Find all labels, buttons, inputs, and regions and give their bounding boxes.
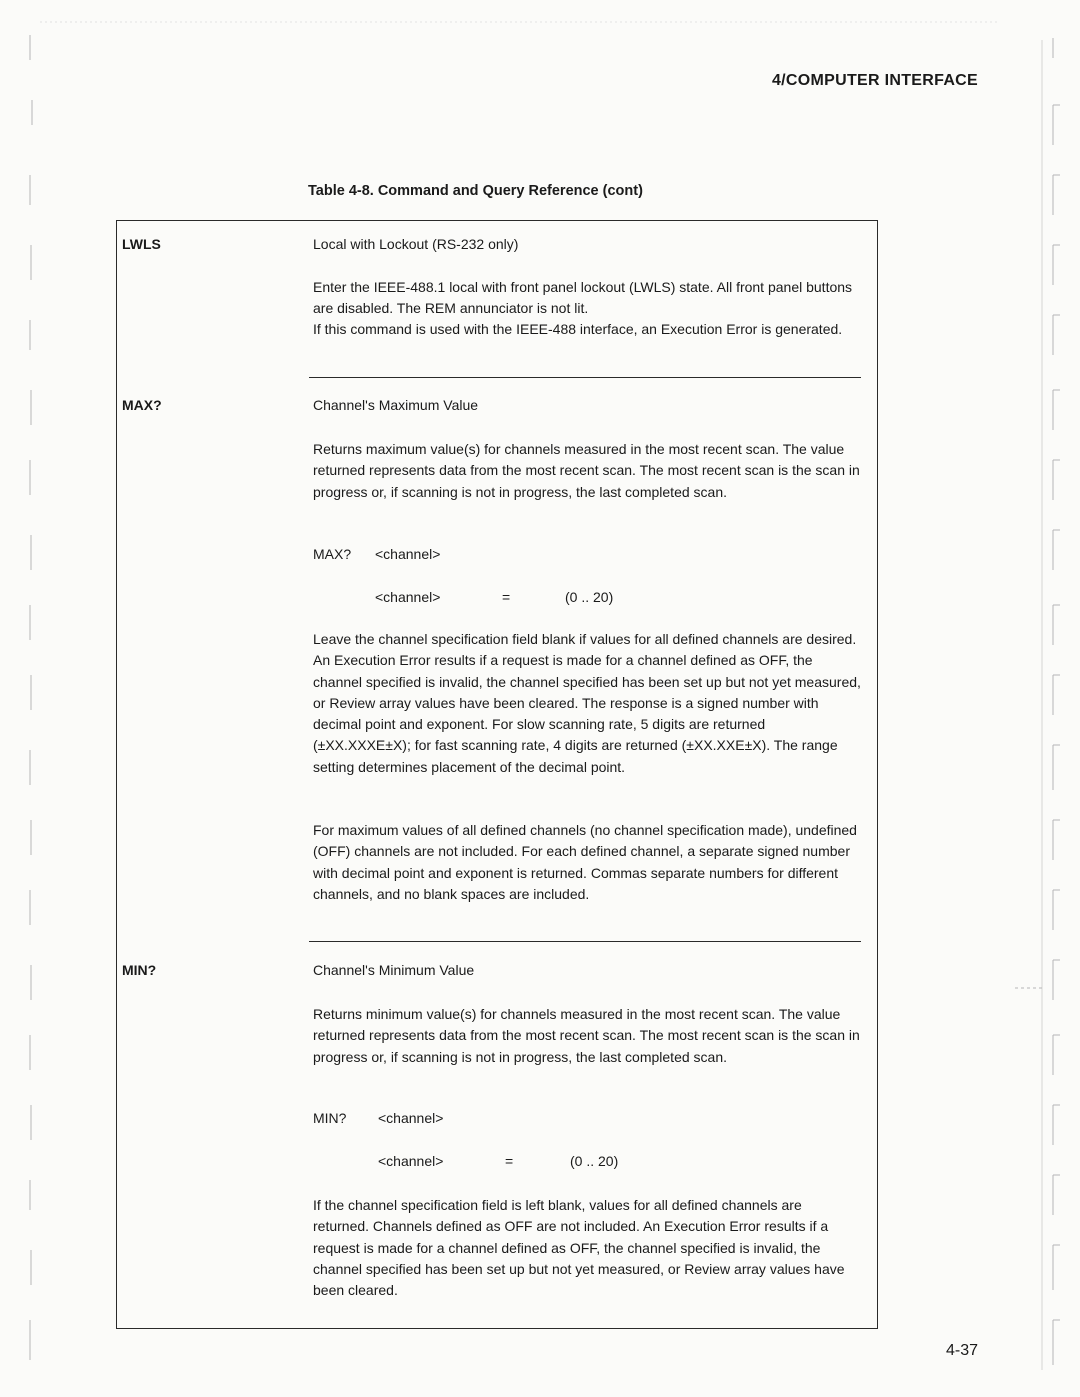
page-number: 4-37 — [945, 1342, 978, 1359]
table-caption: Table 4-8. Command and Query Reference (cont) — [308, 183, 643, 199]
min-param-range: (0 .. 20) — [570, 1153, 619, 1169]
max-param-name: <channel> — [375, 589, 441, 605]
max-param-equals: = — [502, 589, 511, 605]
entry-title-min: Channel's Minimum Value — [313, 962, 475, 978]
entry-name-lwls: LWLS — [122, 236, 161, 252]
lwls-note: If this command is used with the IEEE-488 interface, an Execution Error is generated. — [313, 321, 843, 337]
max-description: Returns maximum value(s) for channels measured in the most recent scan. The value returned represents data from the most recent scan. The most recent scan is the scan in progress or, if scanning is not in progress, the last completed scan. — [313, 441, 860, 500]
max-syntax-command: MAX? — [313, 546, 352, 562]
entry-title-max: Channel's Maximum Value — [313, 397, 479, 413]
row-divider — [309, 941, 861, 942]
max-note-2: For maximum values of all defined channels (no channel specification made), undefined (OFF) channels are not included. For each defined channel, a separate signed number with decimal point and exponent is returned. Commas separate numbers for different channels, and no blank spaces are included. — [313, 822, 857, 902]
min-param-equals: = — [505, 1153, 514, 1169]
entry-title-lwls: Local with Lockout (RS-232 only) — [313, 236, 519, 252]
min-note: If the channel specification field is left blank, values for all defined channels are returned. Channels defined as OFF are not included. An Execution Error results if a request is made for a channel defined as OFF, the channel specified is invalid, the channel specified has been set up but not yet measured, or Review array values have been cleared. — [313, 1197, 845, 1299]
entry-name-max: MAX? — [122, 397, 162, 413]
entry-name-min: MIN? — [122, 962, 157, 978]
min-syntax-command: MIN? — [313, 1110, 347, 1126]
lwls-description: Enter the IEEE-488.1 local with front panel lockout (LWLS) state. All front panel buttons are disabled. The REM annunciator is not lit. — [313, 279, 853, 317]
row-divider — [309, 377, 861, 378]
max-param-range: (0 .. 20) — [565, 589, 614, 605]
min-param-name: <channel> — [378, 1153, 444, 1169]
max-syntax-param: <channel> — [375, 546, 441, 562]
min-syntax-param: <channel> — [378, 1110, 444, 1126]
section-header: 4/COMPUTER INTERFACE — [771, 72, 978, 89]
min-description: Returns minimum value(s) for channels measured in the most recent scan. The value returned represents data from the most recent scan. The most recent scan is the scan in progress or, if scanning is not in progress, the last completed scan. — [313, 1006, 860, 1065]
max-note-1: Leave the channel specification field blank if values for all defined channels are desired. An Execution Error results if a request is made for a channel defined as OFF, the channel specified is invalid, the channel specified has been set up but not yet measured, or Review array values have been cleared. The response is a signed number with decimal point and exponent. For slow scanning rate, 5 digits are returned (±XX.XXXE±X); for fast scanning rate, 4 digits are returned (±XX.XXE±X). The range setting determines placement of the decimal point. — [313, 631, 861, 775]
